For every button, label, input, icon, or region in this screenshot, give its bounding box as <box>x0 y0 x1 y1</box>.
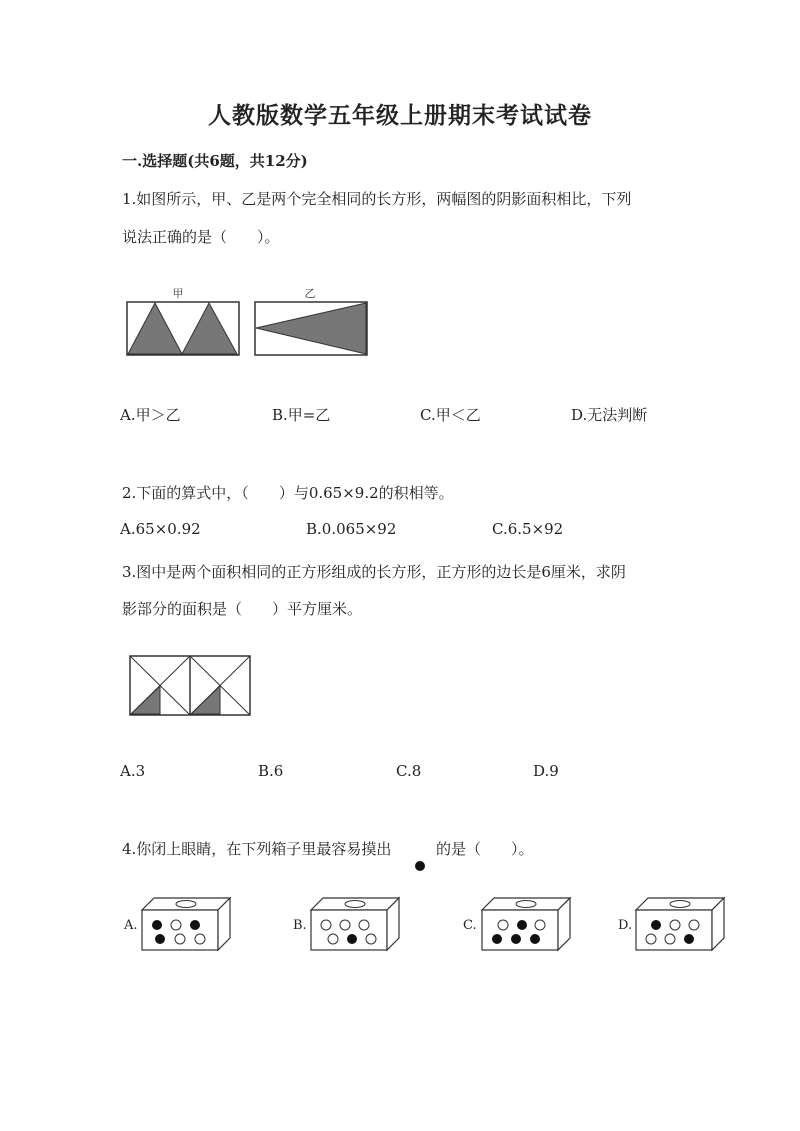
ball-white <box>689 920 699 930</box>
q4-box-b-label: B. <box>293 918 307 933</box>
q3-shaded-triangle-left <box>131 686 160 714</box>
q1-label-yi: 乙 <box>304 287 316 300</box>
q2-option-a: A.65×0.92 <box>120 520 201 538</box>
ball-black <box>651 920 661 930</box>
q1-jia-triangle-right <box>182 303 237 354</box>
section-heading: 一.选择题(共6题，共12分) <box>122 152 308 170</box>
q1-figure-jia <box>126 286 240 358</box>
q4-text-before: 4.你闭上眼睛，在下列箱子里最容易摸出 <box>122 840 392 858</box>
ball-white <box>340 920 350 930</box>
q1-jia-triangle-left <box>128 303 182 354</box>
q2-text: 2.下面的算式中，（ ）与0.65×9.2的积相等。 <box>122 484 454 502</box>
ball-white <box>195 934 205 944</box>
ball-black <box>152 920 162 930</box>
q4-box-d <box>634 896 726 952</box>
ball-white <box>646 934 656 944</box>
ball-white <box>665 934 675 944</box>
q3-option-d: D.9 <box>533 762 559 780</box>
q3-figure <box>129 655 251 717</box>
q4-text-after: 的是（ ）。 <box>436 840 534 858</box>
q4-box-a <box>140 896 232 952</box>
ball-white <box>535 920 545 930</box>
q3-shaded-triangle-right <box>191 686 220 714</box>
q1-figure-yi <box>254 286 368 358</box>
ball-white <box>359 920 369 930</box>
q2-option-c: C.6.5×92 <box>492 520 564 538</box>
q1-text-line1: 1.如图所示，甲、乙是两个完全相同的长方形，两幅图的阴影面积相比，下列 <box>122 190 632 208</box>
q3-text-line1: 3.图中是两个面积相同的正方形组成的长方形，正方形的边长是6厘米，求阴 <box>122 563 626 581</box>
q1-option-d: D.无法判断 <box>571 406 648 424</box>
ball-white <box>498 920 508 930</box>
q4-box-b <box>309 896 401 952</box>
q1-option-a: A.甲＞乙 <box>120 406 181 424</box>
q4-box-c-label: C. <box>463 918 477 933</box>
q1-label-jia: 甲 <box>172 287 184 300</box>
ball-black <box>684 934 694 944</box>
page-title: 人教版数学五年级上册期末考试试卷 <box>208 102 592 129</box>
black-ball-icon <box>414 860 426 872</box>
ball-white <box>366 934 376 944</box>
ball-white <box>328 934 338 944</box>
ball-white <box>321 920 331 930</box>
q4-box-a-label: A. <box>124 918 138 933</box>
ball-white <box>171 920 181 930</box>
ball-black <box>511 934 521 944</box>
ball-black <box>155 934 165 944</box>
q2-option-b: B.0.065×92 <box>306 520 397 538</box>
q1-option-b: B.甲=乙 <box>272 406 331 424</box>
q3-option-b: B.6 <box>258 762 284 780</box>
ball-white <box>175 934 185 944</box>
ball-black <box>530 934 540 944</box>
ball-black <box>190 920 200 930</box>
q1-text-line2: 说法正确的是（ ）。 <box>122 228 280 246</box>
q1-yi-triangle <box>256 303 366 354</box>
ball-black <box>517 920 527 930</box>
ball-white <box>670 920 680 930</box>
q3-option-c: C.8 <box>396 762 422 780</box>
q4-box-c <box>480 896 572 952</box>
q1-option-c: C.甲＜乙 <box>420 406 481 424</box>
q3-text-line2: 影部分的面积是（ ）平方厘米。 <box>122 600 363 618</box>
ball-black <box>492 934 502 944</box>
q4-box-d-label: D. <box>618 918 633 933</box>
ball-black <box>347 934 357 944</box>
q3-option-a: A.3 <box>120 762 146 780</box>
